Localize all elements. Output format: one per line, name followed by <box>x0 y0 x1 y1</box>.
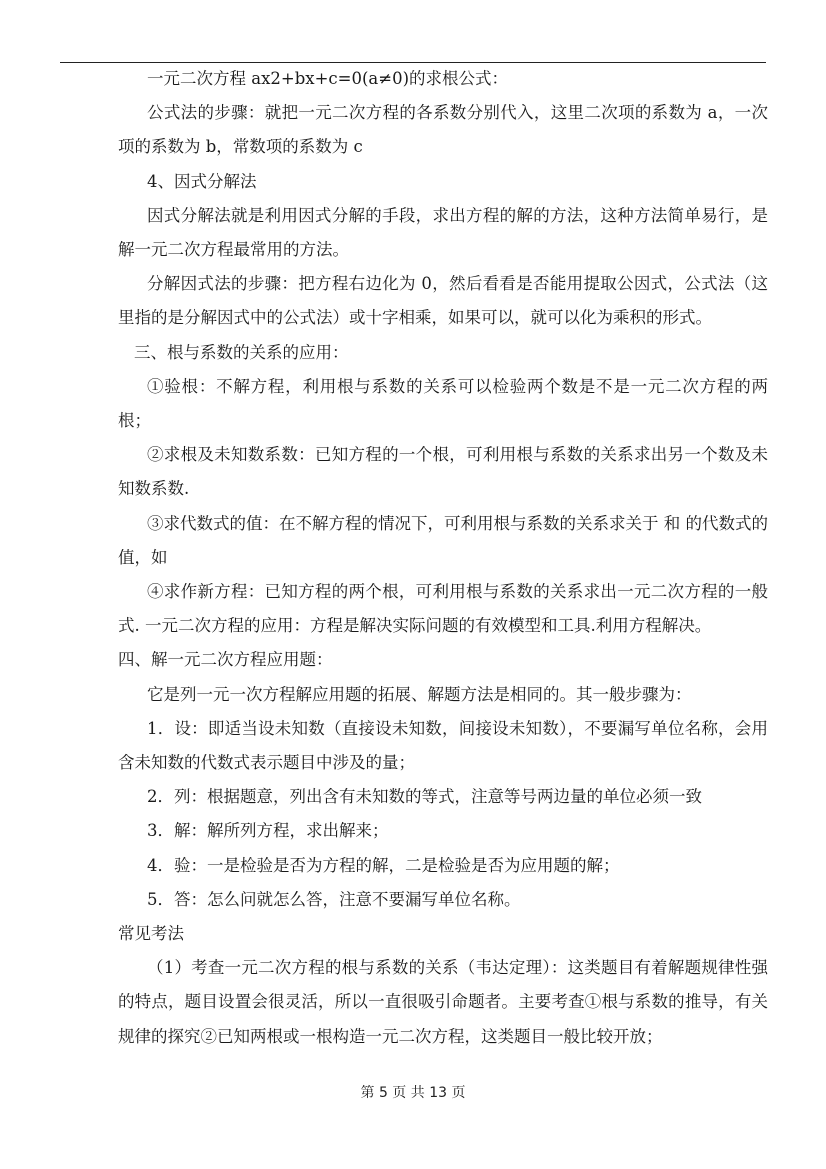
paragraph-formula-steps: 公式法的步骤：就把一元二次方程的各系数分别代入，这里二次项的系数为 a，一次项的系数为 b，常数项的系数为 c <box>118 103 768 157</box>
document-body <box>118 62 768 1054</box>
paragraph-find-root-coefficient: ②求根及未知数系数：已知方程的一个根，可利用根与系数的关系求出另一个数及未知数系数. <box>118 445 768 499</box>
heading-factorization-method: 4、因式分解法 <box>147 171 257 191</box>
heading-word-problems: 四、解一元二次方程应用题： <box>118 650 333 670</box>
paragraph-algebraic-value: ③求代数式的值：在不解方程的情况下，可利用根与系数的关系求关于 和 的代数式的值，如 <box>118 513 768 567</box>
paragraph-factorization-steps: 分解因式法的步骤：把方程右边化为 0，然后看看是否能用提取公因式，公式法（这里指的是分解因式中的公式法）或十字相乘，如果可以，就可以化为乘积的形式。 <box>118 274 768 328</box>
heading-common-exam-methods: 常见考法 <box>118 924 184 944</box>
paragraph-vieta-exam: （1）考查一元二次方程的根与系数的关系（韦达定理）：这类题目有着解题规律性强的特点，题目设置会很灵活，所以一直很吸引命题者。主要考查①根与系数的推导，有关规律的探究②已知两根或一根构造一元二次方程，这类题目一般比较开放； <box>118 958 768 1046</box>
paragraph-verify-roots: ①验根：不解方程，利用根与系数的关系可以检验两个数是不是一元二次方程的两根； <box>118 376 768 431</box>
heading-roots-coefficients: 三、根与系数的关系的应用： <box>134 342 349 362</box>
step-answer: 5．答：怎么问就怎么答，注意不要漏写单位名称。 <box>147 889 521 909</box>
step-set-unknowns: 1．设：即适当设未知数（直接设未知数，间接设未知数），不要漏写单位名称，会用含未知数的代数式表示题目中涉及的量； <box>118 718 768 773</box>
paragraph-new-equation: ④求作新方程：已知方程的两个根，可利用根与系数的关系求出一元二次方程的一般式. 一元二次方程的应用：方程是解决实际问题的有效模型和工具.利用方程解决。 <box>118 582 768 636</box>
step-form-equation: 2．列：根据题意，列出含有未知数的等式，注意等号两边量的单位必须一致 <box>147 787 702 807</box>
paragraph-quadratic-formula: 一元二次方程 ax2+bx+c=0(a≠0)的求根公式： <box>147 69 509 88</box>
paragraph-general-steps: 它是列一元一次方程解应用题的拓展、解题方法是相同的。其一般步骤为： <box>147 684 692 704</box>
paragraph-factorization-description: 因式分解法就是利用因式分解的手段，求出方程的解的方法，这种方法简单易行，是解一元二次方程最常用的方法。 <box>118 205 768 260</box>
page-number-footer: 第 5 页 共 13 页 <box>360 1085 466 1101</box>
step-solve: 3．解：解所列方程，求出解来； <box>147 821 389 841</box>
step-check: 4．验：一是检验是否为方程的解，二是检验是否为应用题的解； <box>147 855 620 875</box>
